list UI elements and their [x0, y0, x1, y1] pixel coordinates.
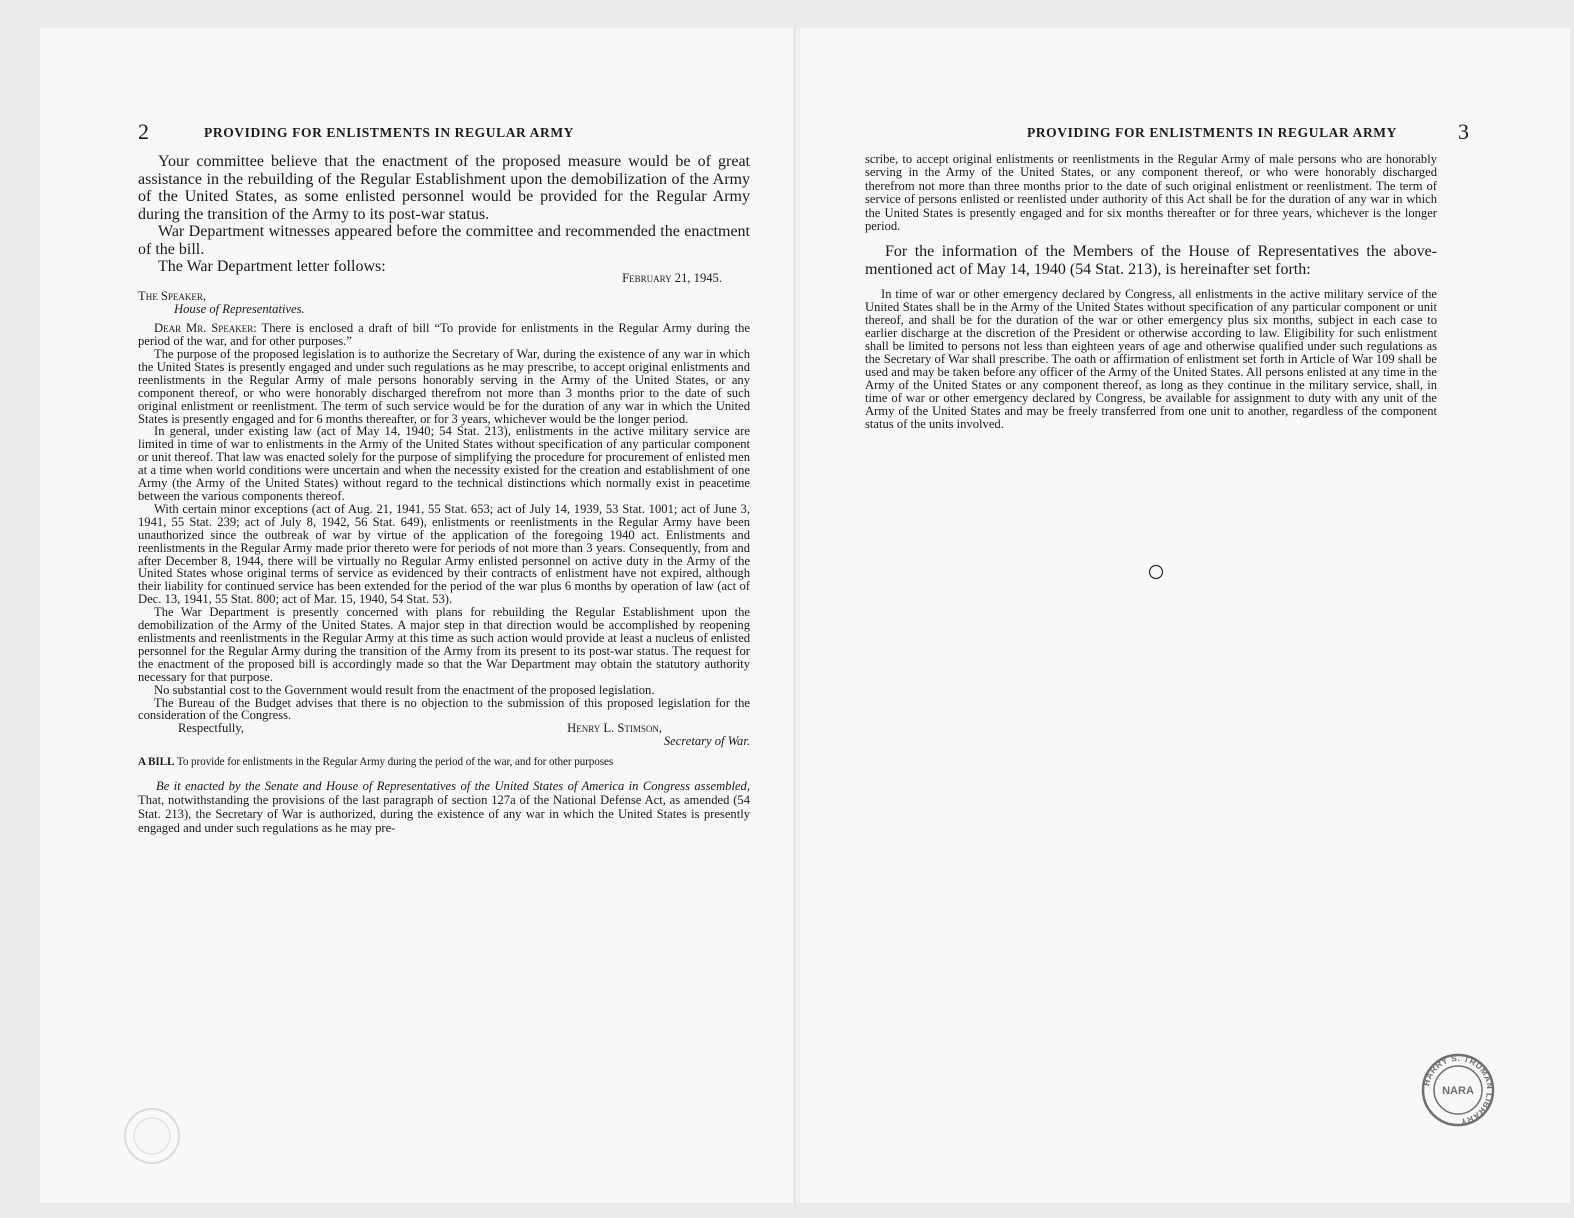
bill-text	[138, 779, 750, 835]
letter-paragraph: In general, under existing law (act of May 14, 1940; 54 Stat. 213), enlistments in the active military service are limited in time of war to enlistments in the Army of the United States without specification of any particular component or unit thereof. That law was enacted solely for the purpose of simplifying the procedure for procurement of enlisted men at a time when world conditions were uncertain and when the necessity existed for the creation and establishment of one Army (the Army of the United States) without regard to the technical distinctions which normally exist in peacetime between the various components thereof.	[138, 424, 750, 503]
right-page-content	[865, 119, 1469, 432]
truman-library-stamp	[1420, 1052, 1496, 1128]
letter-first-paragraph	[138, 322, 750, 348]
letter-paragraph: The purpose of the proposed legislation is to authorize the Secretary of War, during the existence of any war in which the United States is presently engaged and under such regulations as he may prescribe, to accept original enlistments and reenlistments in the Regular Army of male persons honorably serving in the Army of the United States, or any component thereof, or who were honorably discharged therefrom not more than 3 months prior to the date of such original enlistment or reenlistment. The term of such service would be for the duration of any war in which the United States is presently engaged and for 6 months thereafter, or for 3 years, whichever would be the longer period.	[138, 347, 750, 426]
faint-stamp-mark	[122, 1106, 182, 1166]
letter-paragraph: With certain minor exceptions (act of Aug. 21, 1941, 55 Stat. 653; act of July 14, 1939, 53 Stat. 1001; act of June 3, 1941, 55 Stat. 239; act of July 8, 1942, 56 Stat. 649), enlistments or reenlistments in the Regular Army have been unauthorized since the outbreak of war by virtue of the application of the foregoing 1940 act. Enlistments and reenlistments in the Regular Army made prior thereto were for periods of not more than 3 years. Consequently, from and after December 8, 1944, there will be virtually no Regular Army enlisted personnel on active duty in the Army of the United States whose original terms of service as evidenced by their contracts of enlistment have not expired, although their liability for continued service has been extended for the period of the war plus 6 months by operation of law (act of Dec. 13, 1941, 55 Stat. 800; act of Mar. 15, 1940, 54 Stat. 53).	[138, 501, 750, 607]
left-running-head	[138, 119, 750, 153]
bill-text-continued: scribe, to accept original enlistments or reenlistments in the Regular Army of male persons who are honorably serving in the Army of the United States, or any component thereof, or who were honorably discharged therefrom not more than three months prior to the date of such original enlistment or reenlistment. The term of service of persons enlisted or reenlisted under authority of this Act shall be for the duration of any war in which the United States is presently engaged and for six months thereafter or for three years, whichever is the longer period.	[865, 152, 1437, 234]
letter-addressee-title: House of Representatives.	[174, 302, 305, 317]
letter-date: February 21, 1945.	[622, 270, 722, 285]
page-number: 2	[138, 119, 149, 144]
signer-title: Secretary of War.	[663, 734, 750, 749]
first-paragraph-text: There is enclosed a draft of bill “To provide for enlistments in the Regular Army during the period of the war, and for other purposes.”	[138, 321, 751, 349]
running-title: PROVIDING FOR ENLISTMENTS IN REGULAR ARMY	[204, 125, 575, 140]
page-number: 3	[1458, 119, 1469, 144]
letter-paragraph: The Bureau of the Budget advises that there is no objection to the submission of this proposed legislation for the consideration of the Congress.	[138, 695, 750, 723]
letter-paragraph: No substantial cost to the Government would result from the enactment of the proposed legislation.	[154, 682, 655, 697]
letter-addressee: The Speaker,	[138, 289, 206, 304]
right-running-head	[865, 119, 1469, 153]
stamp-center-text: NARA	[1442, 1085, 1474, 1097]
info-paragraph: For the information of the Members of the House of Representatives the above-mentioned act of May 14, 1940 (54 Stat. 213), is hereinafter set forth:	[865, 243, 1437, 278]
committee-paragraph: Your committee believe that the enactment of the proposed measure would be of great assistance in the rebuilding of the Regular Establishment upon the demobilization of the Army of the United States, as some enlisted personnel would be provided for the Regular Army during the transition of the Army to its post-war status.	[138, 153, 750, 223]
running-title: PROVIDING FOR ENLISTMENTS IN REGULAR ARMY	[1026, 125, 1397, 140]
signer-name: Henry L. Stimson,	[567, 721, 662, 736]
letter-paragraph: The War Department is presently concerned with plans for rebuilding the Regular Establishment upon the demobilization of the Army of the United States. A major step in that direction would be accomplished by reopening enlistments and reenlistments in the Regular Army at this time as such action would provide at least a nucleus of enlisted personnel for the Regular Army during the transition of the Army from its present to its post-war status. The request for the enactment of the proposed bill is accordingly made so that the War Department may obtain the statutory authority necessary for that purpose.	[138, 605, 750, 684]
bill-heading-text: To provide for enlistments in the Regular Army during the period of the war, and for other purposes	[176, 756, 614, 769]
quoted-act: In time of war or other emergency declared by Congress, all enlistments in the active military service of the United States shall be in the Army of the United States without specification of any particular component or unit thereof, and shall be for the duration of the war or other emergency plus six months, subject in each case to earlier discharge at the discretion of the President or otherwise according to law. Eligibility for such enlistment shall be limited to persons not less than eighteen years of age and otherwise qualified under such regulations as the Secretary of War shall prescribe. The oath or affirmation of enlistment set forth in Article of War 109 shall be used and may be taken before any officer of the Army of the United States. All persons enlisted at any time in the Army of the United States or any component thereof, as long as they continue in the military service, shall, in time of war or other emergency declared by Congress, be available for assignment to duty with any unit of the Army of the United States and may be freely transferred from one unit to another, regardless of the component status of the units involved.	[865, 287, 1437, 432]
bill-text-start: That, notwithstanding the provisions of the last paragraph of section 127a of the National Defense Act, as amended (54 Stat. 213), the Secretary of War is authorized, during the existence of any war in which the United States is presently engaged and under such regulations as he may pre-	[138, 793, 750, 836]
left-page-content	[138, 119, 751, 836]
letter-intro: The War Department letter follows:	[158, 258, 386, 275]
bill-heading-prefix: A BILL	[138, 756, 175, 769]
left-page	[40, 28, 796, 1203]
letter-closing: Respectfully,	[178, 721, 244, 736]
salutation: Dear Mr. Speaker:	[154, 321, 257, 336]
bill-heading	[138, 756, 750, 769]
stamp-ring-text: HARRY S. TRUMAN LIBRARY	[1421, 1052, 1496, 1127]
witnesses-paragraph: War Department witnesses appeared before the committee and recommended the enactment of the bill.	[138, 223, 750, 258]
right-page	[800, 28, 1570, 1203]
enacting-clause: Be it enacted by the Senate and House of Representatives of the United States of America in Congress assembled,	[156, 779, 750, 794]
punch-hole-mark	[1148, 564, 1164, 580]
